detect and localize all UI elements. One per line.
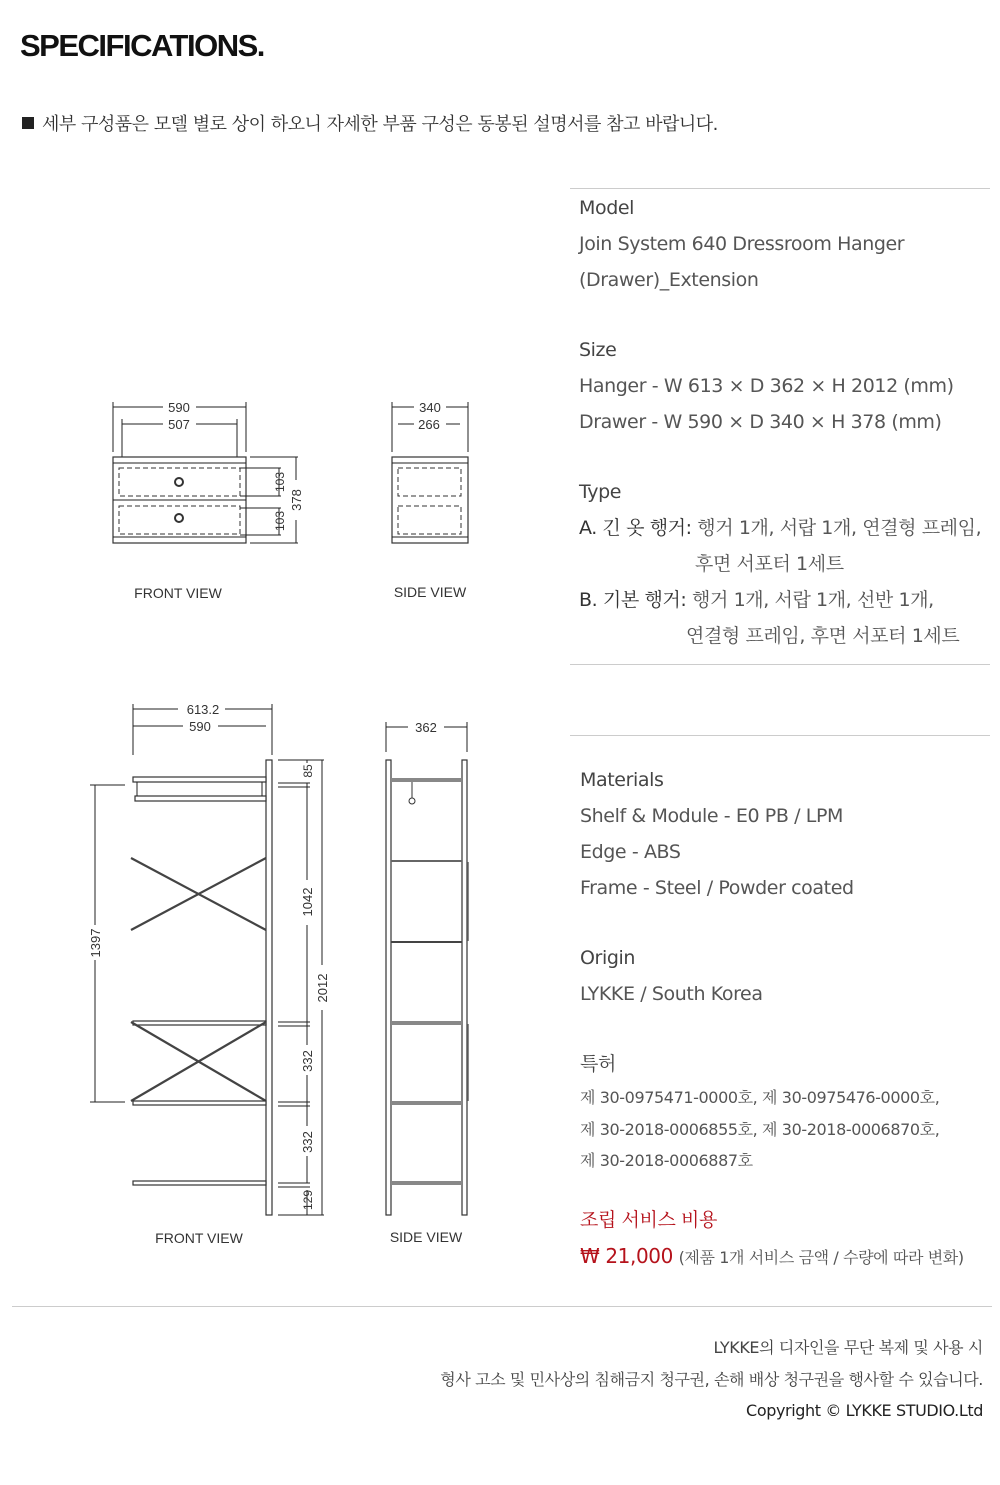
materials-line: Shelf & Module - E0 PB / LPM bbox=[580, 805, 844, 827]
type-a-line: 행거 1개, 서랍 1개, 연결형 프레임, bbox=[697, 517, 982, 539]
dim-129: 129 bbox=[301, 1189, 315, 1211]
patent-heading: 특허 bbox=[580, 1053, 616, 1075]
dim-590-hanger: 590 bbox=[189, 719, 211, 734]
assembly-note: (제품 1개 서비스 금액 / 수량에 따라 변화) bbox=[678, 1248, 964, 1267]
spec-model bbox=[579, 190, 904, 298]
spec-type bbox=[579, 474, 981, 654]
dim-85: 85 bbox=[301, 764, 315, 778]
dim-378: 378 bbox=[289, 489, 304, 511]
dim-2012: 2012 bbox=[315, 973, 330, 1003]
spec-materials bbox=[580, 762, 854, 906]
dim-103-bottom: 103 bbox=[273, 510, 287, 532]
page-title: SPECIFICATIONS. bbox=[20, 28, 264, 63]
divider bbox=[570, 664, 990, 665]
assembly-price: ₩ 21,000 bbox=[580, 1244, 673, 1268]
hanger-front-view bbox=[88, 702, 330, 1246]
patent-line: 제 30-2018-0006855호, 제 30-2018-0006870호, bbox=[580, 1119, 940, 1139]
spec-assembly bbox=[580, 1202, 964, 1276]
dim-1397: 1397 bbox=[88, 928, 103, 958]
dim-266: 266 bbox=[418, 417, 440, 432]
copyright: Copyright © LYKKE STUDIO.Ltd bbox=[746, 1401, 983, 1420]
origin-line: LYKKE / South Korea bbox=[580, 983, 763, 1005]
dim-1042: 1042 bbox=[300, 887, 315, 917]
type-b-line: 연결형 프레임, 후면 서포터 1세트 bbox=[686, 625, 960, 647]
footer bbox=[440, 1332, 983, 1427]
footer-line: 형사 고소 및 민사상의 침해금지 청구권, 손해 배상 청구권을 행사할 수 있습니다. bbox=[440, 1369, 983, 1389]
materials-heading: Materials bbox=[580, 769, 664, 791]
materials-line: Edge - ABS bbox=[580, 841, 681, 863]
spec-patent bbox=[580, 1046, 939, 1177]
dim-340: 340 bbox=[419, 400, 441, 415]
size-line: Drawer - W 590 × D 340 × H 378 (mm) bbox=[579, 411, 942, 433]
drawer-front-view bbox=[113, 400, 304, 601]
type-b-line: 행거 1개, 서랍 1개, 선반 1개, bbox=[692, 589, 934, 611]
dim-507: 507 bbox=[168, 417, 190, 432]
origin-heading: Origin bbox=[580, 947, 636, 969]
dim-362: 362 bbox=[415, 720, 437, 735]
type-a-label: A. 긴 옷 행거: bbox=[579, 517, 692, 539]
drawer-side-view-label: SIDE VIEW bbox=[393, 584, 467, 600]
dim-590: 590 bbox=[168, 400, 190, 415]
hanger-side-view bbox=[386, 720, 468, 1245]
drawer-front-view-label: FRONT VIEW bbox=[134, 585, 222, 601]
spec-origin bbox=[580, 940, 763, 1012]
footer-line: LYKKE의 디자인을 무단 복제 및 사용 시 bbox=[713, 1338, 983, 1357]
assembly-heading: 조립 서비스 비용 bbox=[580, 1209, 717, 1231]
model-heading: Model bbox=[579, 197, 635, 219]
spec-size bbox=[579, 332, 954, 440]
dim-332-a: 332 bbox=[300, 1050, 315, 1072]
model-line: (Drawer)_Extension bbox=[579, 269, 759, 291]
notice-text: 세부 구성품은 모델 별로 상이 하오니 자세한 부품 구성은 동봉된 설명서를 참고 바랍니다. bbox=[42, 114, 718, 135]
type-b-label: B. 기본 행거: bbox=[579, 589, 687, 611]
footer-divider bbox=[12, 1306, 992, 1307]
patent-line: 제 30-2018-0006887호 bbox=[580, 1151, 753, 1170]
size-line: Hanger - W 613 × D 362 × H 2012 (mm) bbox=[579, 375, 954, 397]
model-line: Join System 640 Dressroom Hanger bbox=[579, 233, 905, 255]
hanger-front-view-label: FRONT VIEW bbox=[155, 1230, 243, 1246]
dim-103-top: 103 bbox=[273, 471, 287, 493]
size-heading: Size bbox=[579, 339, 617, 361]
technical-drawings bbox=[0, 0, 560, 1300]
type-a-line: 후면 서포터 1세트 bbox=[695, 553, 844, 575]
materials-line: Frame - Steel / Powder coated bbox=[580, 877, 854, 899]
divider bbox=[570, 188, 990, 189]
type-heading: Type bbox=[579, 481, 622, 503]
hanger-side-view-label: SIDE VIEW bbox=[389, 1229, 463, 1245]
patent-line: 제 30-0975471-0000호, 제 30-0975476-0000호, bbox=[580, 1088, 940, 1107]
dim-332-b: 332 bbox=[300, 1131, 315, 1153]
divider bbox=[570, 735, 990, 736]
drawer-side-view bbox=[392, 400, 468, 600]
dim-613-2: 613.2 bbox=[186, 702, 220, 717]
